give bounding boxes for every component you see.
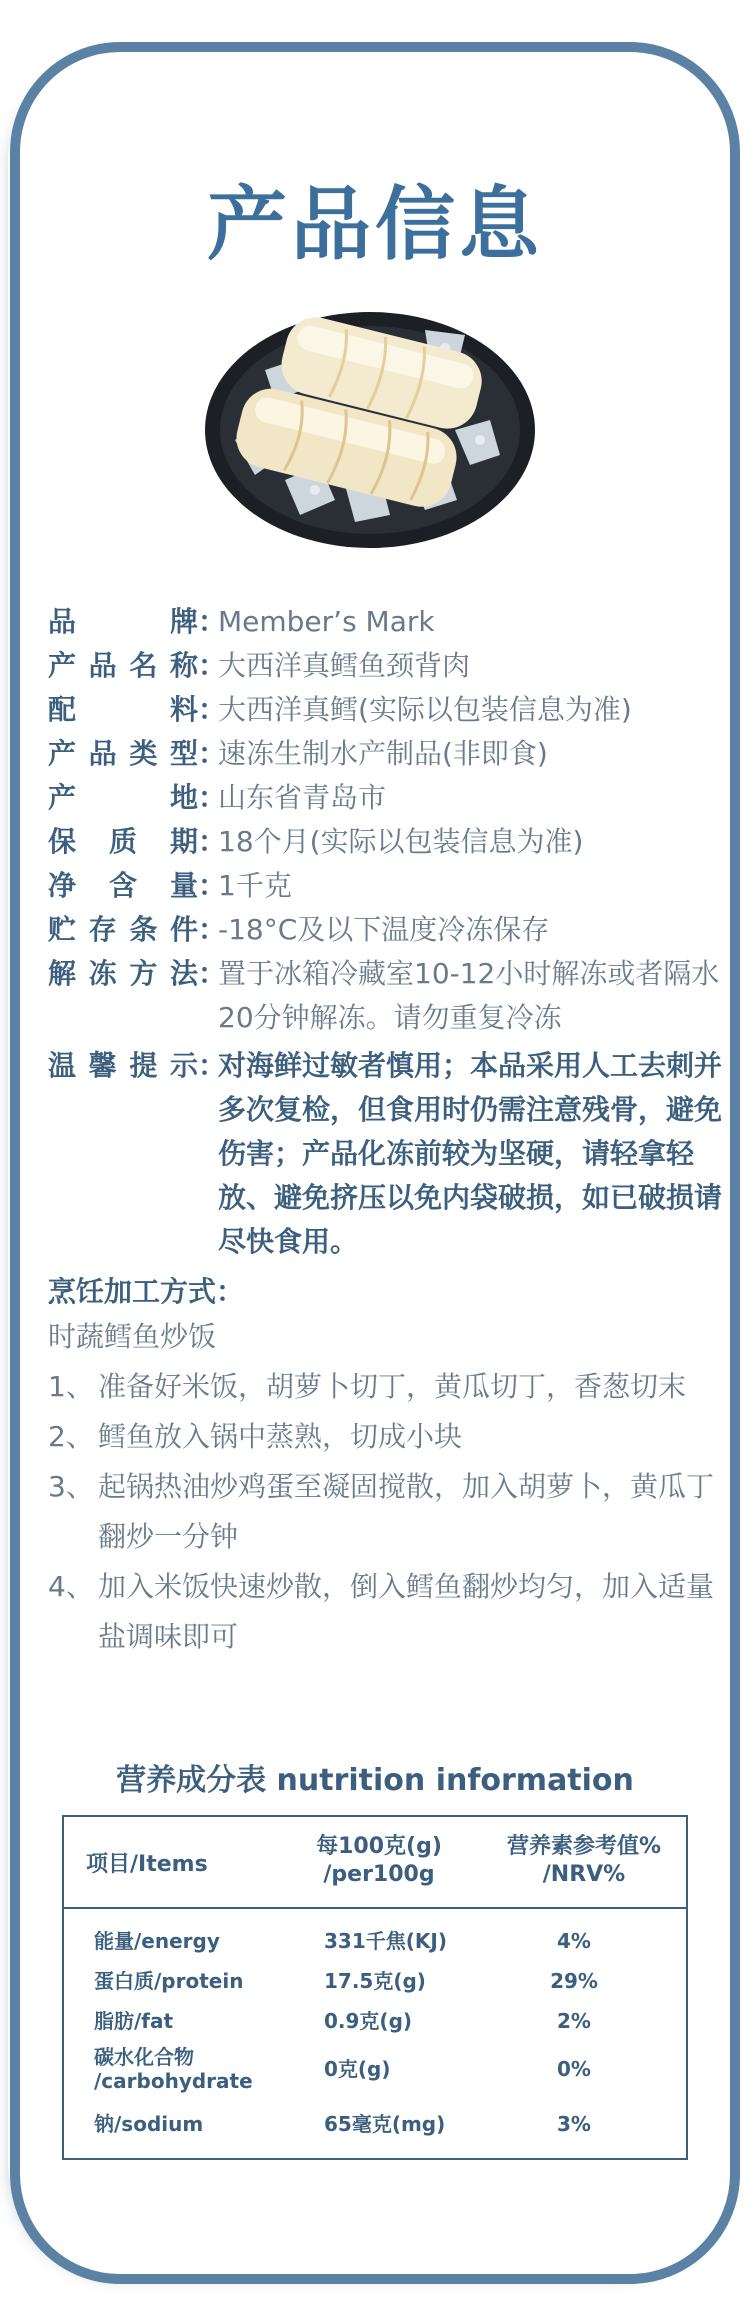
nutrition-row <box>64 1969 686 2009</box>
nutrient-value: 65毫克(mg) <box>324 2112 446 2136</box>
colon: ： <box>198 781 227 814</box>
info-label: 品牌 <box>48 605 198 638</box>
info-value: 大西洋真鳕(实际以包装信息为准) <box>218 693 632 726</box>
step-text: 起锅热油炒鸡蛋至凝固搅散，加入胡萝卜，黄瓜丁翻炒一分钟 <box>98 1470 715 1553</box>
tip-text: 对海鲜过敏者慎用；本品采用人工去刺并多次复检，但食用时仍需注意残骨，避免伤害；产品化冻前较为坚硬，请轻拿轻放、避免挤压以免内袋破损，如已破损请尽快食用。 <box>218 1049 723 1258</box>
info-value: 速冻生制水产制品(非即食) <box>218 737 548 770</box>
info-row-tip <box>48 1044 728 1264</box>
info-label: 产地 <box>48 781 198 814</box>
info-label: 温馨提示 <box>48 1049 198 1082</box>
info-row-storage <box>48 908 728 952</box>
info-value: -18°C及以下温度冷冻保存 <box>218 913 550 946</box>
colon: ： <box>198 913 227 946</box>
nutrition-row <box>64 1929 686 1969</box>
info-label: 贮存条件 <box>48 913 198 946</box>
nutrient-nrv: 0% <box>557 2057 591 2081</box>
step-number: 4、 <box>48 1570 94 1603</box>
info-label: 产品类型 <box>48 737 198 770</box>
colon: ： <box>198 957 227 990</box>
header-nrv <box>494 1833 674 1889</box>
colon: ： <box>198 825 227 858</box>
colon: ： <box>198 737 227 770</box>
nutrition-row <box>64 2045 686 2099</box>
nutrition-header <box>64 1817 686 1909</box>
header-nrv-line1: 营养素参考值% <box>506 1834 662 1859</box>
info-label: 配料 <box>48 693 198 726</box>
nutrition-row <box>64 2009 686 2049</box>
info-value: 1千克 <box>218 869 292 902</box>
header-per100-line2: /per100g <box>323 1862 435 1887</box>
cooking-title: 烹饪加工方式： <box>48 1275 245 1308</box>
step-text: 准备好米饭，胡萝卜切丁，黄瓜切丁，香葱切末 <box>98 1370 687 1403</box>
info-row-shelf-life <box>48 820 728 864</box>
step-number: 1、 <box>48 1370 94 1403</box>
nutrient-nrv: 29% <box>550 1969 598 1993</box>
header-items: 项目/Items <box>86 1852 208 1877</box>
cooking-step <box>48 1462 728 1562</box>
nutrient-value: 0.9克(g) <box>324 2009 413 2033</box>
nutrient-name: 蛋白质/protein <box>94 1969 244 1993</box>
info-label: 解冻方法 <box>48 957 198 990</box>
nutrient-name: 钠/sodium <box>94 2112 204 2136</box>
info-value: Member’s Mark <box>218 605 435 638</box>
colon: ： <box>198 649 227 682</box>
header-per100 <box>304 1833 454 1889</box>
nutrient-value: 331千焦(KJ) <box>324 1929 447 1953</box>
info-row-type <box>48 732 728 776</box>
header-per100-line1: 每100克(g) <box>316 1834 442 1859</box>
info-row-net-weight <box>48 864 728 908</box>
cooking-step <box>48 1362 728 1412</box>
nutrient-nrv: 2% <box>557 2009 591 2033</box>
page-title: 产品信息 <box>207 178 543 271</box>
info-row-name <box>48 644 728 688</box>
step-text: 加入米饭快速炒散，倒入鳕鱼翻炒均匀，加入适量盐调味即可 <box>98 1570 715 1653</box>
header-nrv-line2: /NRV% <box>542 1862 626 1887</box>
info-row-thawing <box>48 952 728 1040</box>
nutrient-name <box>94 2045 264 2093</box>
info-row-ingredients <box>48 688 728 732</box>
nutrition-title: 营养成分表 nutrition information <box>116 1763 634 1798</box>
colon: ： <box>198 869 227 902</box>
cooking-step <box>48 1562 728 1662</box>
colon: ： <box>198 693 227 726</box>
colon: ： <box>198 1049 227 1082</box>
info-value: 山东省青岛市 <box>218 781 387 814</box>
nutrition-row <box>64 2112 686 2152</box>
step-text: 鳕鱼放入锅中蒸熟，切成小块 <box>98 1420 463 1453</box>
cooking-step <box>48 1412 728 1462</box>
nutrient-name: 脂肪/fat <box>94 2009 174 2033</box>
nutrient-value: 0克(g) <box>324 2057 391 2081</box>
colon: ： <box>198 605 227 638</box>
nutrient-nrv: 3% <box>557 2112 591 2136</box>
nutrient-value: 17.5克(g) <box>324 1969 426 1993</box>
info-label: 净含量 <box>48 869 198 902</box>
nutrient-name: 能量/energy <box>94 1929 220 1953</box>
step-number: 3、 <box>48 1470 94 1503</box>
info-value: 大西洋真鳕鱼颈背肉 <box>218 649 471 682</box>
info-row-brand <box>48 600 728 644</box>
step-number: 2、 <box>48 1420 94 1453</box>
product-info <box>48 600 728 1662</box>
info-label: 产品名称 <box>48 649 198 682</box>
nutrient-nrv: 4% <box>557 1929 591 1953</box>
info-label: 保质期 <box>48 825 198 858</box>
cod-fish-plate-image <box>195 290 545 560</box>
nutrient-name-line2: /carbohydrate <box>94 2069 253 2093</box>
nutrition-table <box>62 1815 688 2160</box>
info-row-origin <box>48 776 728 820</box>
dish-name: 时蔬鳕鱼炒饭 <box>48 1320 217 1353</box>
cooking-steps <box>48 1362 728 1662</box>
info-value: 18个月(实际以包装信息为准) <box>218 825 584 858</box>
nutrient-name-line1: 碳水化合物 <box>94 2045 194 2069</box>
info-value: 置于冰箱冷藏室10-12小时解冻或者隔水20分钟解冻。请勿重复冷冻 <box>218 957 720 1034</box>
